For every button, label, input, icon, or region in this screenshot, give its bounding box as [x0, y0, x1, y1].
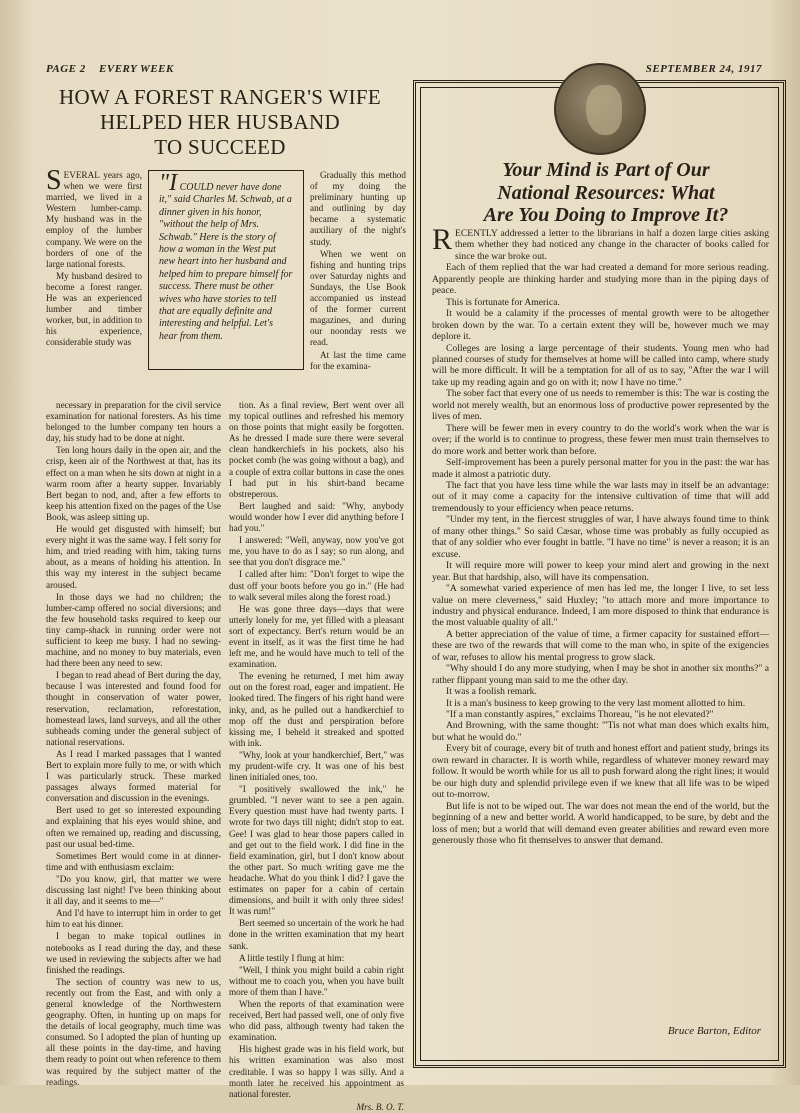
- paragraph: The section of country was new to us, recently out from the East, and with only a general knowledge of the Northwestern geography. Often, in hunting up on maps for the details of local geography, much time was consumed. So I adopted the plan of hunting up all these points in the day-time, and having them ready to point out when reference to them was required by the subject matter of the readings.: [46, 976, 221, 1087]
- editor-signature: Bruce Barton, Editor: [667, 1025, 761, 1037]
- publication-name: EVERY WEEK: [99, 63, 174, 75]
- paragraph: "If a man constantly aspires," exclaims Thoreau, "is he not elevated?": [446, 709, 714, 721]
- paragraph: Bert laughed and said: "Why, anybody would wonder how I ever did anything before I had you.": [229, 500, 404, 534]
- article-headline: [30, 85, 410, 160]
- paragraph: The sober fact that every one of us needs to remember is this: The war is costing the world not merely wealth, but an enormous loss of productive power represented by the lives of men.: [432, 388, 769, 423]
- paragraph: This is fortunate for America.: [446, 296, 560, 308]
- headline-line: HELPED HER HUSBAND: [100, 110, 340, 134]
- paragraph: As I read I marked passages that I wanted Bert to explain more fully to me, or with which I was particularly struck. These marked passages always formed material for conversation and discussion in the evenings.: [46, 748, 221, 804]
- article-body: [46, 165, 406, 1112]
- article-column-top-left: [46, 165, 142, 400]
- paragraph: When we went on fishing and hunting trips over Saturday nights and Sundays, the Use Book accompanied us instead of the former current magazines, and during our noonday rests we read.: [310, 248, 406, 348]
- paragraph: I began to make topical outlines in notebooks as I read during the day, and these we used in reviewing the subjects after we had finished the readings.: [46, 931, 221, 975]
- article-column-top-right: [310, 170, 406, 400]
- paragraph: "Well, I think you might build a cabin right without me to coach you, when you have built more of them than I have.": [229, 964, 404, 997]
- paragraph: It was a foolish remark.: [446, 686, 537, 698]
- paragraph: At last the time came for the examina-: [310, 349, 406, 371]
- editor-note-text: "I COULD never have done it," said Charles M. Schwab, at a dinner given in his honor, "without the help of Mrs. Schwab." Here is the story of how a woman in the West put new heart into her husband and helped him to prepare himself for success. There must be other wives who have stories to tell that are equally definite and interesting and helpful. Let's hear from them.: [159, 170, 293, 342]
- paragraph: A better appreciation of the value of time, a firmer capacity for sustained effort—these are two of the rewards that will come to the man who, in spite of the exigencies of war, refuses to allow his mental progress to grow slack.: [432, 628, 769, 663]
- paragraph: "Under my tent, in the fiercest struggles of war, I have always found time to think of many other things." So said Cæsar, whose time was probably as fully occupied as that of any soldier who ever fought in battle. "I have no time" is never a reason; it is an excuse.: [432, 514, 769, 560]
- paragraph: He was gone three days—days that were utterly lonely for me, yet filled with a pleasant sort of expectancy. Bert's return would be an event in itself, as it was the first time he had left me, and he would have much to tell of the examination.: [229, 603, 404, 670]
- paragraph: Self-improvement has been a purely personal matter for you in the past: the war has made it almost a patriotic duty.: [432, 457, 769, 480]
- paragraph: The fact that you have less time while the war lasts may in itself be an advantage: out of it may come a capacity for the intensive cultivation of time that will add tremendously to your efficiency when peace returns.: [432, 479, 769, 514]
- paragraph: Sometimes Bert would come in at dinner-time and with enthusiasm exclaim:: [46, 850, 221, 872]
- paragraph: Every bit of courage, every bit of truth and honest effort and patient study, brings its own reward in character. It is worth while, regardless of whatever money reward may follow. It would be worth while for us all to push forward along the right lines; it would be our high duty and splendid privilege even if we knew that all life was to be wiped out to-morrow.: [432, 743, 769, 801]
- title-line: Are You Doing to Improve It?: [483, 204, 729, 226]
- editorial-title: [446, 159, 766, 227]
- paragraph: And I'd have to interrupt him in order to get him to eat his dinner.: [46, 908, 221, 930]
- paragraph: "A somewhat varied experience of men has led me, the longer I live, to set less value on mere cleverness," said Huxley; "to attach more and more importance to industry and physical endurance. Indeed, I am more disposed to think that endurance is the most valuable quality of all.": [432, 583, 769, 629]
- paragraph: Bert seemed so uncertain of the work he had done in the written examination that my heart sank.: [229, 918, 404, 951]
- editor-portrait-medallion: [554, 63, 646, 155]
- paragraph: In those days we had no children; the lumber-camp offered no social diversions; and the few household tasks required to keep our tiny camp-shack in running order were not sufficient to keep me busy. I had no sewing-machine, and no money to buy materials, even had there been any need to sew.: [46, 591, 221, 669]
- paragraph: My husband desired to become a forest ranger. He was an experienced lumber and timber worker, but, in addition to his experience, considerable study was: [46, 270, 142, 348]
- paragraph: RECENTLY addressed a letter to the librarians in half a dozen large cities asking them whether they had noticed any change in the character of books called for since the war broke out.: [432, 223, 769, 262]
- editor-note-box: [148, 170, 304, 370]
- paragraph: "Why should I do any more studying, when I may be shot in another six months?" a rather flippant young man said to me the other day.: [432, 663, 769, 686]
- headline-line: TO SUCCEED: [154, 135, 286, 159]
- headline-line: HOW A FOREST RANGER'S WIFE: [59, 85, 381, 109]
- paragraph: His highest grade was in his field work, but his written examination was also most creditable. I was so happy I was silly. And a month later he received his appointment as national forester.: [229, 1044, 404, 1099]
- paragraph: When the reports of that examination were received, Bert had passed well, one of only five who did pass, although twenty had taken the examination.: [229, 998, 405, 1043]
- editorial-body: [432, 223, 769, 1018]
- article-columns: [46, 400, 404, 1113]
- editorial-box: [413, 80, 786, 1068]
- paragraph: But life is not to be wiped out. The war does not mean the end of the world, but the beginning of a new and better world. A world handicapped, to be sure, by debt and the loss of men; but a world that will demand even greater abilities and reward even more generously those who fit themselves to answer that demand.: [432, 800, 769, 847]
- paragraph: I began to read ahead of Bert during the day, because I was interested and found food for thought in conservation of water power, reservation, reclamation, reforestation, homestead laws, land surveys, and all the other subheads coming under the general subject of national reservations.: [46, 670, 221, 747]
- paragraph: tion. As a final review, Bert went over all my topical outlines and refreshed his memory on those points that might easily be forgotten. As he dressed I made sure there were several clean handkerchiefs in his pockets, also his pocket comb (he was going without a bag), and a couple of extra collar buttons in case the ones I had put in his shirt-band became obstreperous.: [229, 400, 404, 499]
- paragraph: Colleges are losing a large percentage of their students. Young men who had planned courses of study for themselves at home will be called into camp, where study will be more difficult. It will be a temptation for all of us to say, "After the war I will take up my reading again and go on with it; now I have no time.": [432, 342, 769, 388]
- paragraph: It would be a calamity if the processes of mental growth were to be altogether broken down by the war. To a certain extent they will be, however much we may deplore it.: [432, 308, 769, 343]
- issue-date: SEPTEMBER 24, 1917: [645, 63, 762, 75]
- paragraph: Ten long hours daily in the open air, and the crisp, keen air of the Northwest at that, has its effect on a man when he sits down at night in a warm room after a hearty supper. Invariably Bert began to nod, and, after a few efforts to keep his attention fixed on the pages of the Use Book, was asleep sitting up.: [46, 445, 221, 522]
- page-number: PAGE 2: [46, 63, 86, 75]
- paragraph: I answered: "Well, anyway, now you've got me, you have to do as I say; so run along, and see that you don't disgrace me.": [229, 535, 404, 568]
- article-top-block: [46, 165, 406, 400]
- article-signature: Mrs. B. O. T.: [356, 1101, 404, 1112]
- title-line: Your Mind is Part of Our: [502, 159, 710, 181]
- running-header-left: [46, 63, 184, 75]
- paragraph: Each of them replied that the war had created a demand for more serious reading. Apparently people are thinking harder and studying more than in the piping days of peace.: [432, 262, 769, 297]
- paragraph: And Browning, with the same thought: "'Tis not what man does which exalts him, but what he would do.": [432, 720, 769, 743]
- paragraph: SEVERAL years ago, when we were first married, we lived in a Western lumber-camp. My husband was in the employ of the lumber company. We were on the borders of one of the large national forests.: [46, 165, 142, 269]
- paragraph: It will require more will power to keep your mind alert and growing in the next year. But that hardship, also, will have its compensation.: [432, 560, 769, 583]
- article-column-left: [46, 400, 221, 1113]
- paragraph: There will be fewer men in every country to do the world's work when the war is over; if the world is to continue to progress, these fewer men must train themselves to do more work and better work than before.: [432, 422, 769, 457]
- paragraph: It is a man's business to keep growing to the very last moment allotted to him.: [446, 697, 746, 709]
- paragraph: The evening he returned, I met him away out on the forest road, eager and impatient. He looked tired. The fingers of his right hand were inky, and, as he pulled out a handkerchief to mop off the dust and perspiration before kissing me, I beheld it streaked and spotted with ink.: [229, 671, 404, 748]
- paragraph: Bert used to get so interested expounding and explaining that his eyes would shine, and often we remained up, reading and discussing, past our usual bed-time.: [46, 805, 221, 849]
- title-line: National Resources: What: [497, 181, 715, 204]
- paragraph: necessary in preparation for the civil service examination for national foresters. As his time belonged to the lumber company ten hours a day, his study had to be done at night.: [46, 400, 221, 444]
- paragraph: "Why, look at your handkerchief, Bert," was my prudent-wife cry. It was one of his best linen initialed ones, too.: [229, 749, 404, 783]
- paragraph: "Do you know, girl, that matter we were discussing last night! I've been thinking about it all day, and it seems to me—": [46, 873, 221, 907]
- paragraph: I called after him: "Don't forget to wipe the dust off your boots before you go in." (He had to walk several miles along the forest road.): [229, 569, 404, 602]
- paragraph: He would get disgusted with himself; but every night it was the same way. I felt sorry for him, and tried reading with him, taking turns about, as a means of holding his attention. In this way my interest in the subject became aroused.: [46, 524, 221, 590]
- article-column-right: [229, 400, 404, 1113]
- paragraph: A little testily I flung at him:: [239, 952, 345, 963]
- paragraph: Gradually this method of my doing the preliminary hunting up and outlining by day became a systematic auxiliary of the night's study.: [310, 170, 406, 247]
- paragraph: "I positively swallowed the ink," he grumbled. "I never want to see a pen again. Every question must have had twenty parts. I wrote for two days till night; didn't stop to eat. Gee! I was glad to hear those papers called in and get out to the field work. I did fine in the field examination, girl, but I don't know about the other part. So much writing gave me the headache. What do you think I did? I gave the estimates on paper for a cabin of certain dimensions, and built it with only three sides! It was rum!": [229, 784, 404, 917]
